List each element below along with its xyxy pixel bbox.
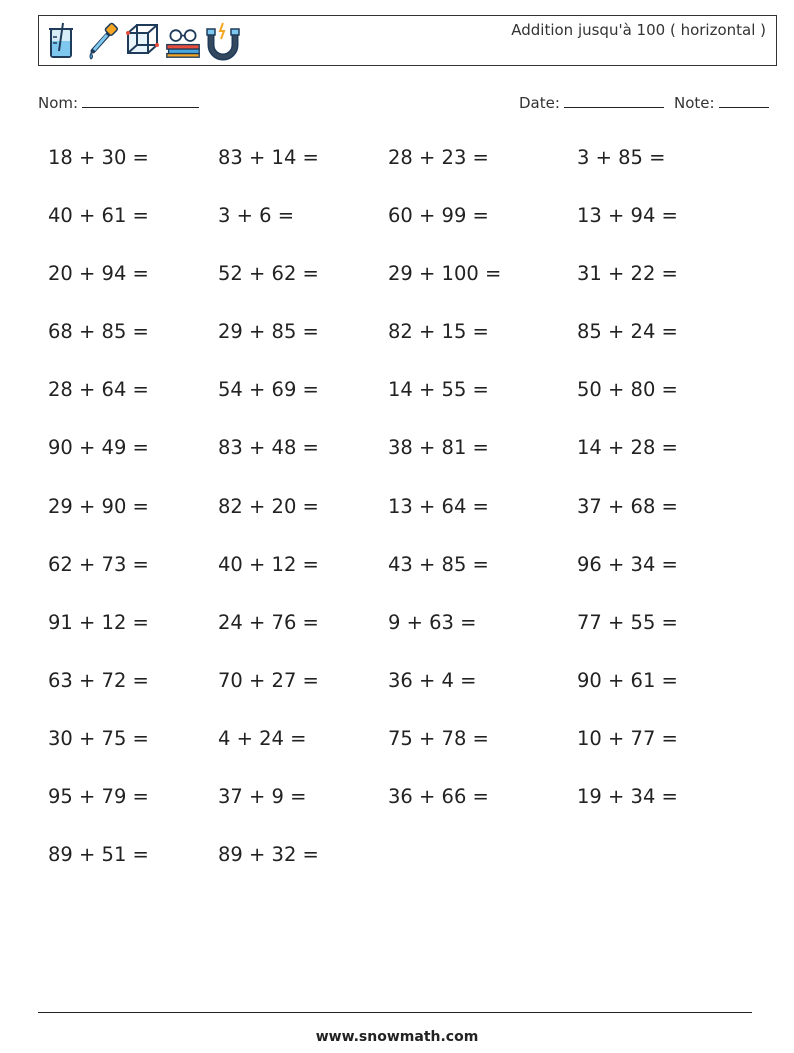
addition-problem: 29 + 90 = <box>48 494 149 518</box>
addition-problem: 36 + 66 = <box>388 785 489 809</box>
addition-problem: 29 + 100 = <box>388 262 502 286</box>
header-icons <box>45 20 241 62</box>
addition-problem: 14 + 28 = <box>577 436 678 460</box>
addition-problem: 75 + 78 = <box>388 726 489 750</box>
problem-row <box>48 146 748 204</box>
addition-problem: 83 + 48 = <box>218 436 319 460</box>
footer-divider <box>38 1012 752 1013</box>
name-label: Nom: <box>38 94 79 112</box>
addition-problem: 82 + 15 = <box>388 320 489 344</box>
addition-problem: 9 + 63 = <box>388 610 477 634</box>
problem-row <box>48 436 748 494</box>
date-label: Date: <box>519 94 560 112</box>
note-field[interactable] <box>674 93 769 112</box>
date-field[interactable] <box>519 93 664 112</box>
books-glasses-icon <box>165 21 201 61</box>
addition-problem: 63 + 72 = <box>48 668 149 692</box>
date-line[interactable] <box>564 93 664 108</box>
problem-row <box>48 553 748 611</box>
addition-problem: 13 + 64 = <box>388 494 489 518</box>
addition-problem: 89 + 32 = <box>218 843 319 867</box>
addition-problem: 82 + 20 = <box>218 494 319 518</box>
addition-problem: 14 + 55 = <box>388 378 489 402</box>
addition-problem: 31 + 22 = <box>577 262 678 286</box>
addition-problem: 96 + 34 = <box>577 552 678 576</box>
addition-problem: 10 + 77 = <box>577 726 678 750</box>
addition-problem: 77 + 55 = <box>577 610 678 634</box>
problem-row <box>48 727 748 785</box>
addition-problem: 91 + 12 = <box>48 610 149 634</box>
addition-problem: 36 + 4 = <box>388 668 477 692</box>
problem-row <box>48 611 748 669</box>
addition-problem: 28 + 23 = <box>388 146 489 169</box>
addition-problem: 24 + 76 = <box>218 610 319 634</box>
problem-row <box>48 669 748 727</box>
addition-problem: 95 + 79 = <box>48 785 149 809</box>
addition-problem: 4 + 24 = <box>218 726 307 750</box>
addition-problem: 18 + 30 = <box>48 146 149 169</box>
addition-problem: 3 + 85 = <box>577 146 666 169</box>
addition-problem: 19 + 34 = <box>577 785 678 809</box>
dropper-icon <box>85 21 121 61</box>
problem-row <box>48 495 748 553</box>
addition-problem: 38 + 81 = <box>388 436 489 460</box>
addition-problem: 52 + 62 = <box>218 262 319 286</box>
addition-problem: 28 + 64 = <box>48 378 149 402</box>
addition-problem: 62 + 73 = <box>48 552 149 576</box>
addition-problem: 43 + 85 = <box>388 552 489 576</box>
addition-problem: 40 + 12 = <box>218 552 319 576</box>
addition-problem: 90 + 61 = <box>577 668 678 692</box>
cube-icon <box>125 21 161 61</box>
addition-problem: 70 + 27 = <box>218 668 319 692</box>
problem-row <box>48 262 748 320</box>
footer-website: www.snowmath.com <box>315 1029 479 1045</box>
beaker-icon <box>45 21 81 61</box>
addition-problem: 13 + 94 = <box>577 204 678 228</box>
problem-row <box>48 843 748 901</box>
addition-problem: 83 + 14 = <box>218 146 319 169</box>
problem-row <box>48 204 748 262</box>
addition-problem: 89 + 51 = <box>48 843 149 867</box>
addition-problem: 30 + 75 = <box>48 726 149 750</box>
note-label: Note: <box>674 94 715 112</box>
addition-problem: 60 + 99 = <box>388 204 489 228</box>
name-field[interactable] <box>38 93 199 112</box>
addition-problem: 54 + 69 = <box>218 378 319 402</box>
problem-row <box>48 785 748 843</box>
addition-problem: 20 + 94 = <box>48 262 149 286</box>
problem-row <box>48 378 748 436</box>
worksheet-header <box>38 15 777 66</box>
note-line[interactable] <box>719 93 769 108</box>
problem-row <box>48 320 748 378</box>
name-line[interactable] <box>82 93 199 108</box>
addition-problem: 40 + 61 = <box>48 204 149 228</box>
addition-problem: 37 + 68 = <box>577 494 678 518</box>
problem-grid <box>48 146 748 901</box>
addition-problem: 85 + 24 = <box>577 320 678 344</box>
addition-problem: 90 + 49 = <box>48 436 149 460</box>
student-fields <box>38 93 770 115</box>
addition-problem: 68 + 85 = <box>48 320 149 344</box>
addition-problem: 37 + 9 = <box>218 785 307 809</box>
addition-problem: 29 + 85 = <box>218 320 319 344</box>
addition-problem: 3 + 6 = <box>218 204 295 228</box>
worksheet-title: Addition jusqu'à 100 ( horizontal ) <box>511 21 766 39</box>
addition-problem: 50 + 80 = <box>577 378 678 402</box>
magnet-icon <box>205 21 241 61</box>
